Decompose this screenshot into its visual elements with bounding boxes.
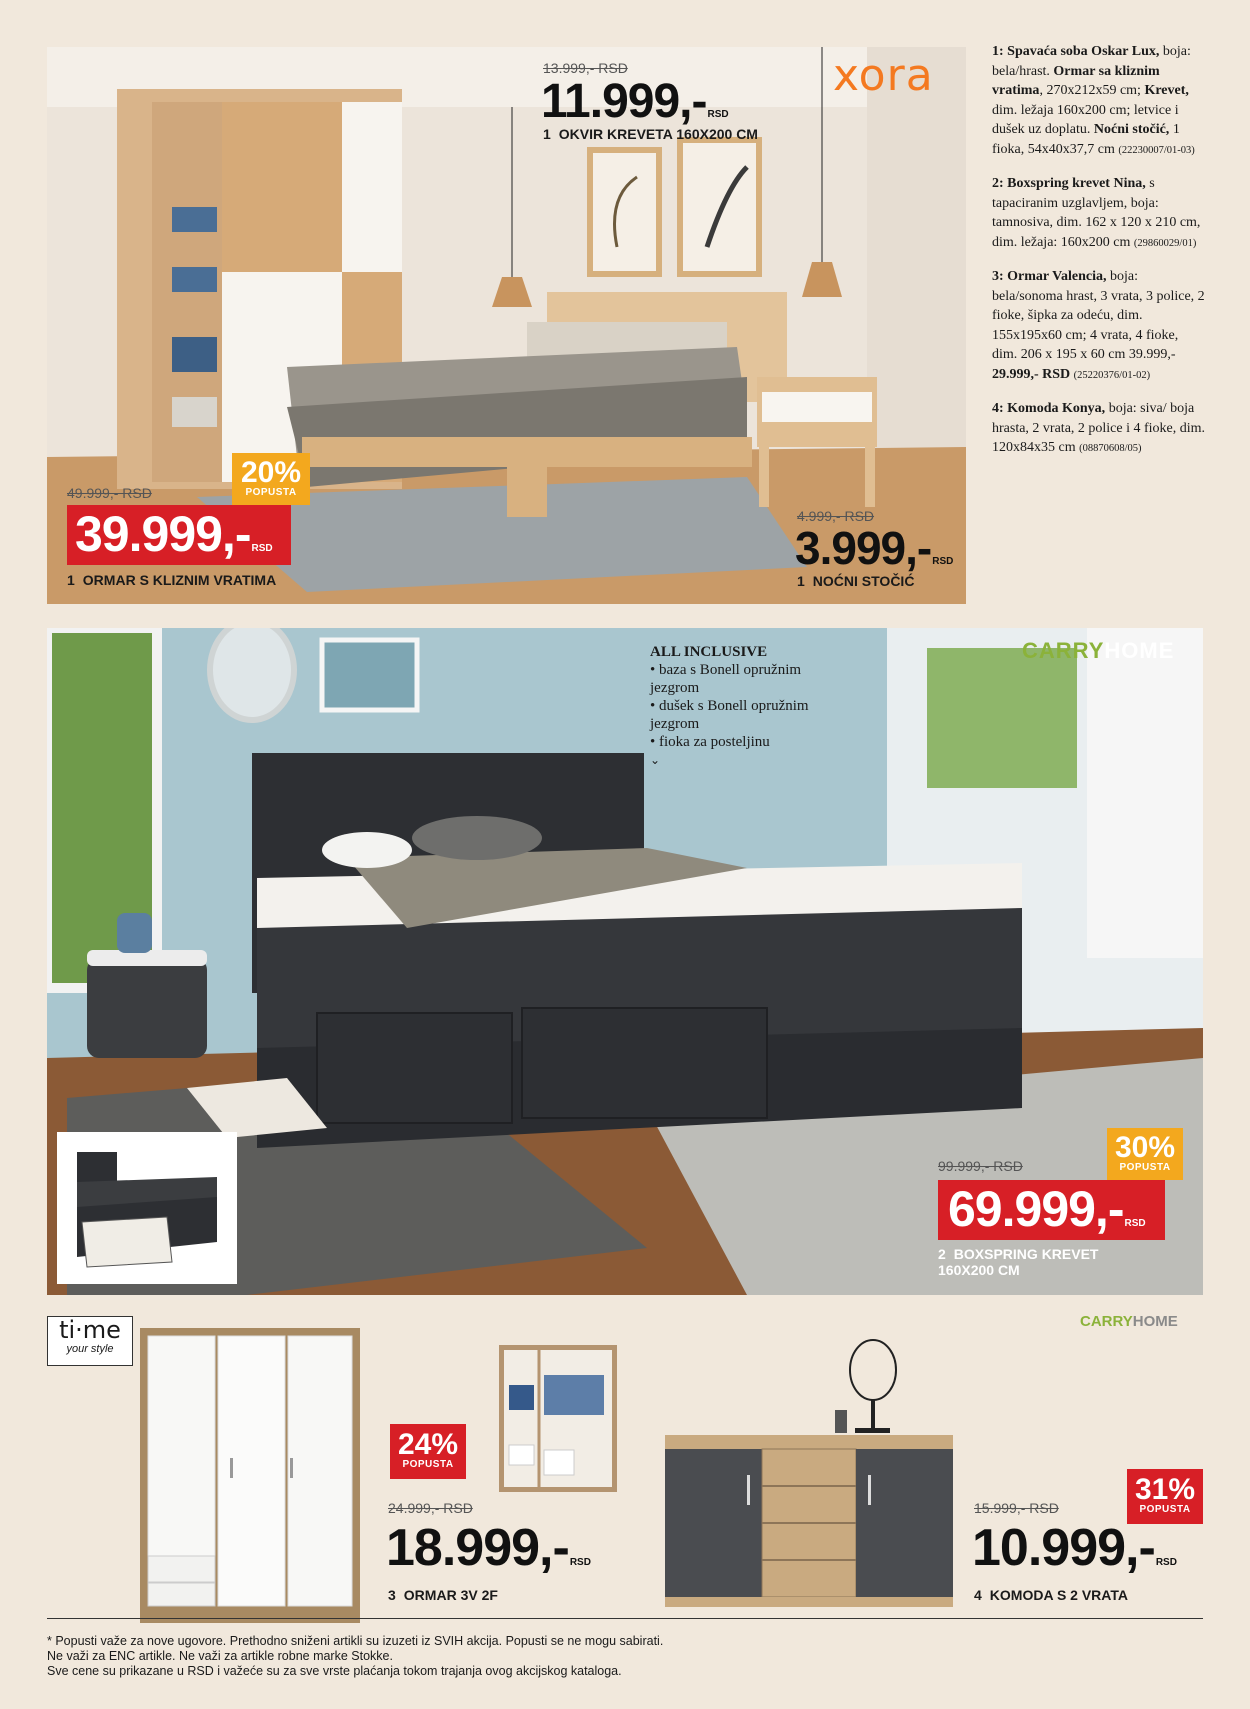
boxspring-badge-pct: 30%	[1114, 1131, 1176, 1164]
komoda-label-text: KOMODA S 2 VRATA	[989, 1587, 1128, 1603]
wardrobe-num: 1	[67, 572, 75, 588]
wardrobe-open-illustration	[499, 1345, 617, 1492]
nightstand-num: 1	[797, 573, 805, 589]
nightstand-price-value: 3.999,-	[795, 522, 932, 574]
frame-price-currency: RSD	[707, 109, 729, 120]
desc-3-price: 29.999,- RSD	[992, 366, 1071, 382]
boxspring-drawer-illustration	[57, 1132, 237, 1284]
chevron-down-icon: ⌄	[650, 753, 661, 767]
wardrobe-discount-badge	[232, 453, 310, 505]
wardrobe-3v-illustration	[140, 1328, 360, 1623]
nightstand-label-text: NOĆNI STOČIĆ	[812, 573, 915, 589]
footer-line-3: Sve cene su prikazane u RSD i važeće su za sve vrste plaćanja tokom trajanja ovog akcijskog kataloga.	[47, 1664, 622, 1678]
boxspring-price	[938, 1180, 1165, 1240]
wardrobe-badge-text: POPUSTA	[245, 487, 297, 498]
ormar3v-badge-text: POPUSTA	[402, 1459, 454, 1470]
desc-item-1	[992, 42, 1207, 160]
carryhome-carry: CARRY	[1022, 638, 1105, 663]
frame-price-value: 11.999,-	[541, 75, 707, 128]
boxspring-badge-text: POPUSTA	[1119, 1162, 1171, 1173]
ormar3v-price-value: 18.999,-	[386, 1519, 569, 1577]
wardrobe-price	[67, 505, 291, 565]
wardrobe-badge-pct: 20%	[240, 456, 302, 489]
wardrobe-label	[67, 572, 276, 588]
wardrobe-price-value: 39.999,-	[75, 506, 251, 562]
dresser-illustration	[665, 1325, 953, 1607]
desc-item-3	[992, 267, 1207, 385]
carryhome-home: HOME	[1104, 638, 1175, 663]
frame-old-price	[543, 60, 628, 76]
boxspring-old-price-text: 99.999,- RSD	[938, 1158, 1023, 1174]
wardrobe-old-price	[67, 485, 152, 501]
desc-1-code: (22230007/01-03)	[1118, 144, 1195, 156]
ormar3v-price-currency: RSD	[569, 1557, 591, 1568]
nightstand-old-price-text: 4.999,- RSD	[797, 508, 875, 524]
carryhome-home-2: HOME	[1132, 1313, 1178, 1330]
nightstand-price	[795, 522, 954, 574]
komoda-label	[974, 1587, 1128, 1603]
wardrobe-label-text: ORMAR S KLIZNIM VRATIMA	[82, 572, 277, 588]
ormar3v-label-text: ORMAR 3V 2F	[403, 1587, 498, 1603]
boxspring-label-text-2: 160X200 CM	[938, 1262, 1020, 1278]
komoda-badge-pct: 31%	[1134, 1473, 1196, 1506]
ormar3v-label	[388, 1587, 498, 1603]
all-inclusive-item-1: • baza s Bonell opružnim jezgrom	[650, 662, 802, 696]
wardrobe-old-price-text: 49.999,- RSD	[67, 485, 152, 501]
desc-1-d: Krevet,	[1144, 83, 1189, 98]
footer-line-2: Ne važi za ENC artikle. Ne važi za artikle robne marke Stokke.	[47, 1649, 393, 1663]
komoda-badge-text: POPUSTA	[1139, 1504, 1191, 1515]
desc-4-title: 4: Komoda Konya,	[992, 401, 1106, 416]
desc-1-a: boja: bela/hrast.	[992, 44, 1191, 79]
desc-1-c: , 270x212x59 cm;	[1039, 83, 1141, 98]
desc-4-code: (08870608/05)	[1079, 443, 1142, 454]
desc-4-text: boja: siva/ boja hrasta, 2 vrata, 2 police i 4 fioke, dim. 120x84x35 cm	[992, 401, 1206, 455]
time-logo-main: ti·me	[59, 1316, 121, 1344]
footer-notes	[47, 1634, 1203, 1679]
all-inclusive-item-2: • dušek s Bonell opružnim jezgrom	[650, 698, 809, 732]
carryhome-carry-2: CARRY	[1080, 1313, 1133, 1330]
carryhome-logo-bottom	[1080, 1313, 1178, 1330]
boxspring-label-text-1: BOXSPRING KREVET	[953, 1246, 1099, 1262]
komoda-price-currency: RSD	[1155, 1557, 1177, 1568]
all-inclusive-box	[650, 643, 850, 769]
desc-item-2	[992, 174, 1207, 253]
ormar3v-discount-badge	[390, 1424, 466, 1479]
desc-2-title: 2: Boxspring krevet Nina,	[992, 176, 1146, 191]
boxspring-discount-badge	[1107, 1128, 1183, 1180]
komoda-num: 4	[974, 1587, 982, 1603]
boxspring-label	[938, 1246, 1099, 1278]
boxspring-num: 2	[938, 1246, 946, 1262]
ormar3v-old-price-text: 24.999,- RSD	[388, 1500, 473, 1516]
ormar3v-price	[386, 1519, 591, 1577]
desc-1-b: Ormar sa kliznim vratima	[992, 63, 1160, 98]
wardrobe-3v-image	[140, 1328, 360, 1623]
nightstand-label	[797, 573, 914, 589]
dresser-image	[665, 1325, 953, 1607]
desc-1-title: 1: Spavaća soba Oskar Lux,	[992, 44, 1160, 59]
ormar3v-badge-pct: 24%	[397, 1428, 459, 1461]
desc-item-4	[992, 399, 1207, 459]
xora-logo: xora	[833, 50, 934, 101]
komoda-old-price	[974, 1500, 1059, 1516]
desc-3-text: boja: bela/sonoma hrast, 3 vrata, 3 police, 2 fioke, šipka za odeću, dim. 155x195x60 cm; 4 vrata, 4 fioke, dim. 206 x 195 x 60 cm 39.999,-	[992, 269, 1205, 362]
footer-line-1: * Popusti važe za nove ugovore. Prethodno sniženi artikli su izuzeti iz SVIH akcija. Popusti se ne mogu sabirati.	[47, 1634, 664, 1648]
footer-divider	[47, 1618, 1203, 1619]
frame-old-price-text: 13.999,- RSD	[543, 60, 628, 76]
desc-1-e: dim. ležaja 160x200 cm; letvice i dušek uz doplatu.	[992, 102, 1179, 137]
product-descriptions	[992, 42, 1207, 473]
time-logo	[47, 1316, 133, 1366]
frame-price	[541, 75, 729, 128]
all-inclusive-title: ALL INCLUSIVE	[650, 644, 768, 660]
komoda-price-value: 10.999,-	[972, 1519, 1155, 1577]
frame-label	[543, 126, 758, 142]
boxspring-label-line1	[938, 1246, 1099, 1262]
boxspring-price-value: 69.999,-	[948, 1181, 1124, 1237]
wardrobe-price-currency: RSD	[251, 543, 273, 554]
komoda-price	[972, 1519, 1177, 1577]
frame-num: 1	[543, 126, 551, 142]
ormar3v-old-price	[388, 1500, 473, 1516]
all-inclusive-item-3: • fioka za posteljinu	[650, 734, 770, 750]
carryhome-logo-top	[1022, 638, 1174, 664]
wardrobe-open-image	[499, 1345, 617, 1492]
desc-2-code: (29860029/01)	[1133, 237, 1197, 249]
desc-3-title: 3: Ormar Valencia,	[992, 269, 1107, 284]
boxspring-price-currency: RSD	[1124, 1218, 1146, 1229]
komoda-old-price-text: 15.999,- RSD	[974, 1500, 1059, 1516]
ormar3v-num: 3	[388, 1587, 396, 1603]
desc-3-code: (25220376/01-02)	[1073, 369, 1151, 381]
desc-2-text: s tapaciranim uzglavljem, boja: tamnosiva, dim. 162 x 120 x 210 cm, dim. ležaja: 160x200 cm	[992, 176, 1201, 250]
frame-label-text: OKVIR KREVETA 160X200 CM	[558, 126, 758, 142]
desc-1-f: Noćni stočić,	[1093, 122, 1170, 137]
time-logo-sub: your style	[66, 1343, 114, 1355]
boxspring-drawer-inset	[57, 1132, 237, 1284]
desc-1-g: 1 fioka, 54x40x37,7 cm	[992, 122, 1180, 157]
komoda-discount-badge	[1127, 1469, 1203, 1524]
nightstand-price-currency: RSD	[932, 556, 954, 567]
boxspring-old-price	[938, 1158, 1023, 1174]
